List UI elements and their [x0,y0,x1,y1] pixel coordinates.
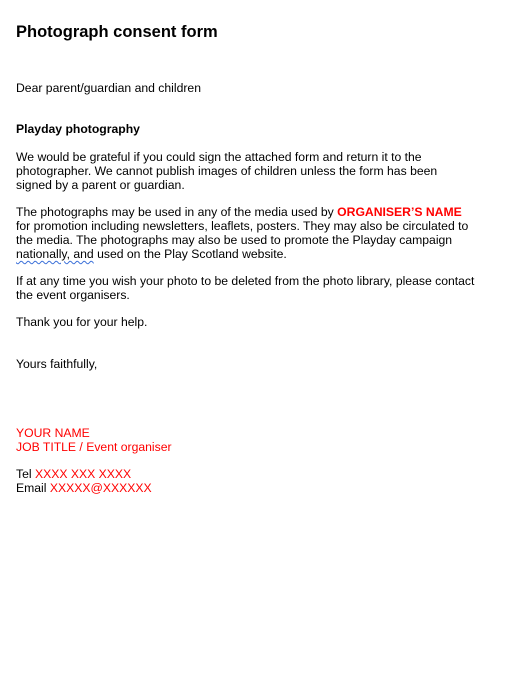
paragraph-line [16,205,496,219]
tel-label: Tel [16,467,35,481]
signature-job-title-placeholder: JOB TITLE / Event organiser [16,440,172,454]
signature-name-placeholder: YOUR NAME [16,426,90,440]
thanks-line: Thank you for your help. [16,315,148,329]
email-label: Email [16,481,50,495]
paragraph-line: the media. The photographs may also be used to promote the Playday campaign [16,233,453,247]
contact-tel [16,467,496,481]
spellcheck-flagged-text: nationally, and [16,247,94,261]
closing-line: Yours faithfully, [16,357,98,371]
salutation: Dear parent/guardian and children [16,81,201,95]
paragraph-line: If at any time you wish your photo to be deleted from the photo library, please contact [16,274,475,288]
signature-block [16,426,496,454]
paragraph-line: for promotion including newsletters, leaflets, posters. They may also be circulated to [16,219,469,233]
paragraph-media-use [16,205,496,261]
email-placeholder: XXXXX@XXXXXX [49,481,152,495]
paragraph-text: The photographs may be used in any of the media used by [16,205,338,219]
paragraph-consent-request [16,150,496,192]
paragraph-line: We would be grateful if you could sign the attached form and return it to the [16,150,422,164]
contact-block [16,467,496,495]
tel-placeholder: XXXX XXX XXXX [34,467,132,481]
paragraph-deletion-request [16,274,496,302]
paragraph-line: the event organisers. [16,288,130,302]
paragraph-line [16,247,496,261]
paragraph-text: used on the Play Scotland website. [93,247,287,261]
document-title: Photograph consent form [16,23,218,41]
paragraph-line: signed by a parent or guardian. [16,178,185,192]
organiser-name-placeholder: ORGANISER’S NAME [337,205,462,219]
paragraph-line: photographer. We cannot publish images of children unless the form has been [16,164,438,178]
contact-email [16,481,496,495]
section-heading: Playday photography [16,122,140,136]
